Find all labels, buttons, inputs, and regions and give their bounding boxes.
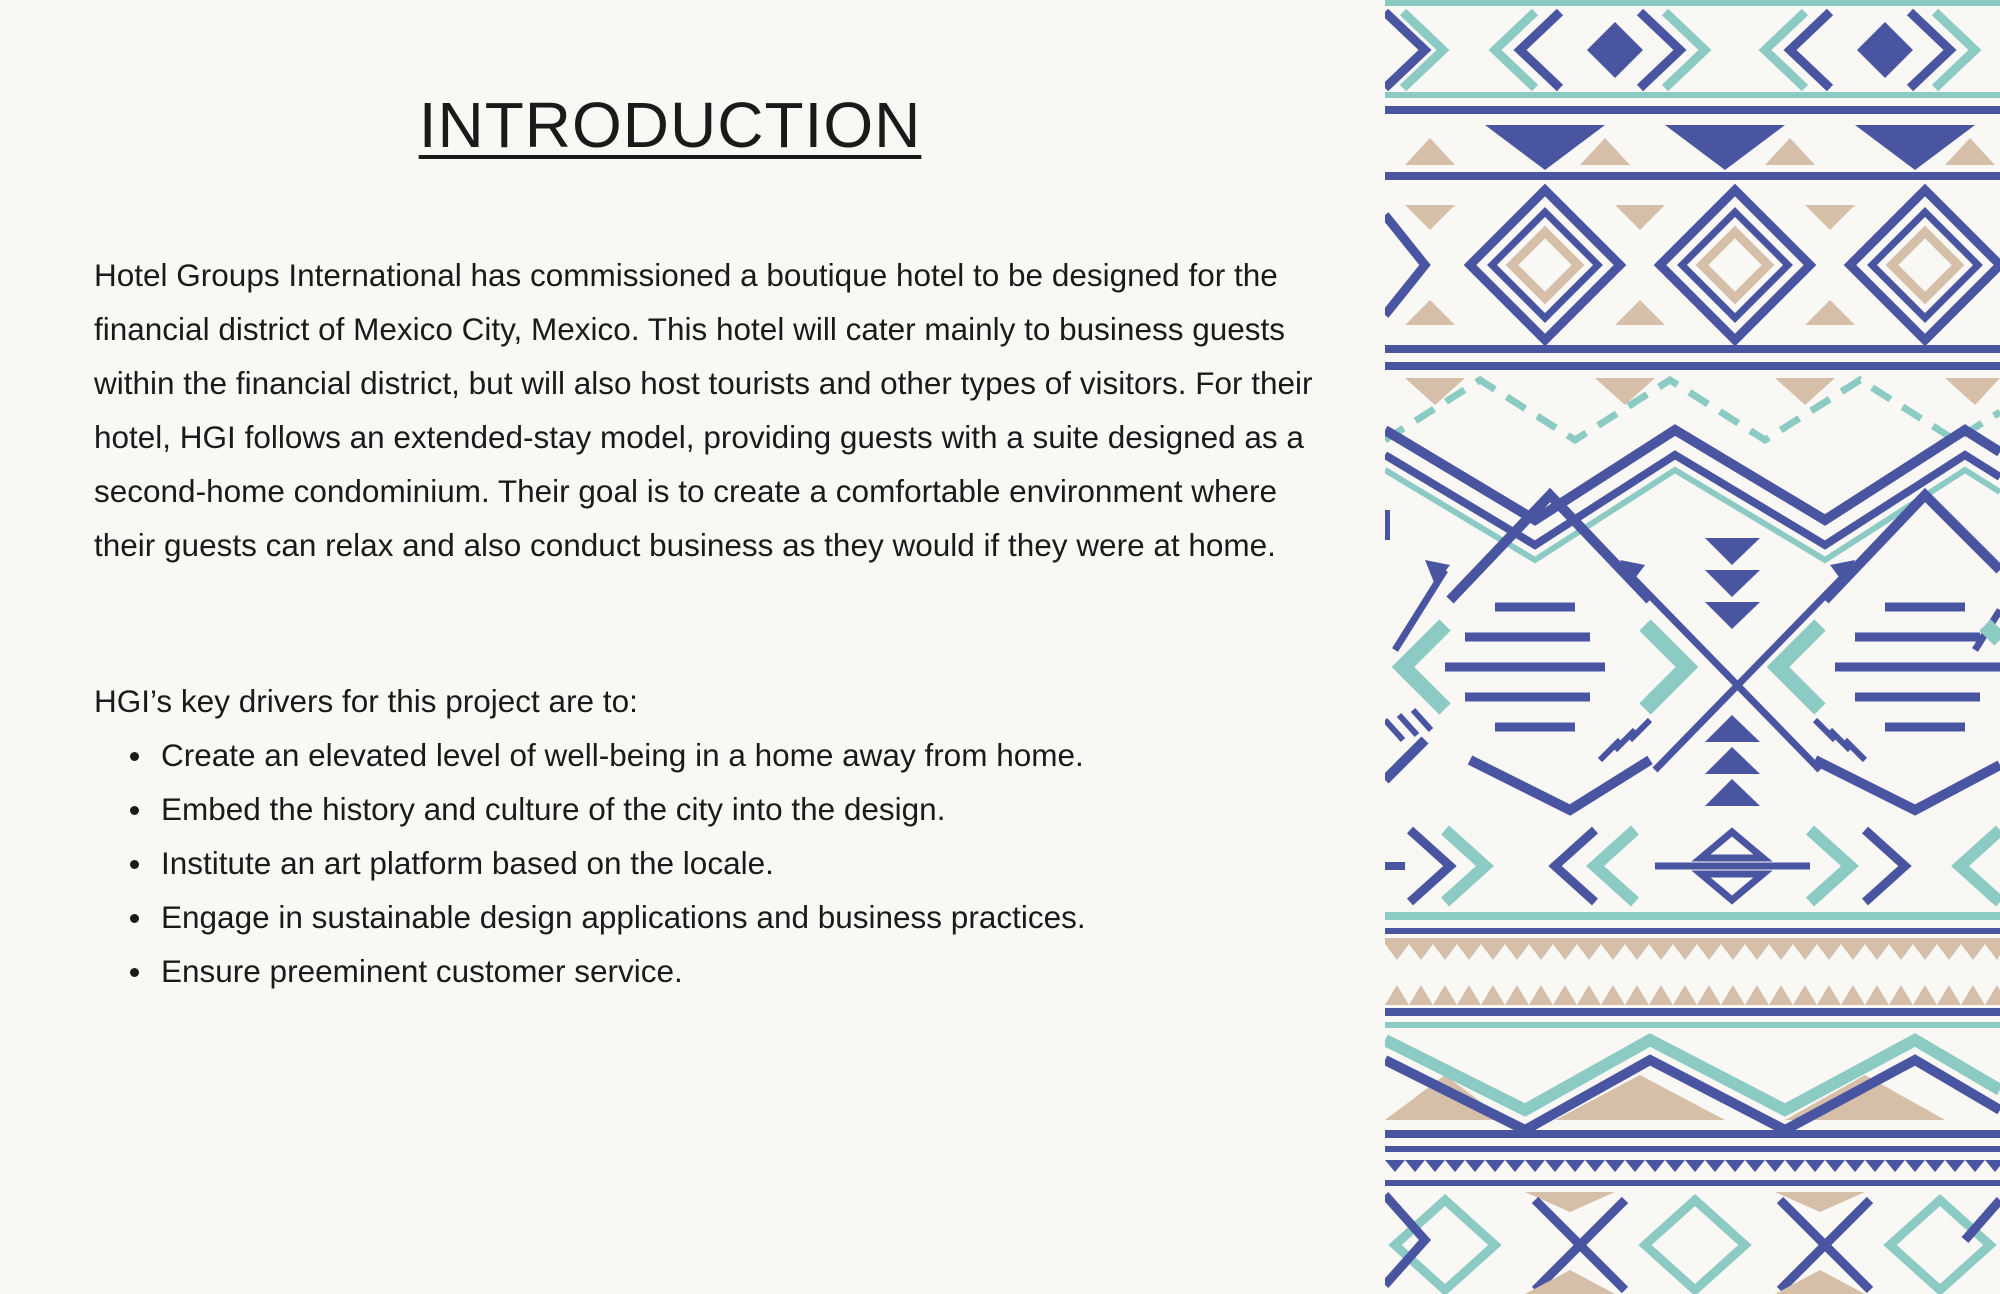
list-item-text: Engage in sustainable design applications and business practices.	[161, 899, 1086, 935]
aztec-pattern-image	[1385, 0, 2000, 1294]
drivers-list	[94, 728, 1086, 998]
drivers-heading: HGI’s key drivers for this project are to:	[94, 683, 638, 719]
bullet-icon	[130, 806, 139, 815]
bullet-icon	[130, 860, 139, 869]
list-item	[94, 728, 1086, 782]
bullet-icon	[130, 752, 139, 761]
list-item	[94, 836, 1086, 890]
bullet-icon	[130, 914, 139, 923]
list-item-text: Ensure preeminent customer service.	[161, 953, 683, 989]
list-item	[94, 782, 1086, 836]
page-title: INTRODUCTION	[418, 89, 922, 161]
list-item	[94, 944, 1086, 998]
intro-paragraph: Hotel Groups International has commissioned a boutique hotel to be designed for the financial district of Mexico City, Mexico. This hotel will cater mainly to business guests within the financial district, but will also host tourists and other types of visitors. For their hotel, HGI follows an extended-stay model, providing guests with a suite designed as a second-home condominium. Their goal is to create a comfortable environment where their guests can relax and also conduct business as they would if they were at home.	[94, 257, 1313, 563]
list-item-text: Embed the history and culture of the city into the design.	[161, 791, 946, 827]
list-item-text: Create an elevated level of well-being in a home away from home.	[161, 737, 1084, 773]
list-item-text: Institute an art platform based on the locale.	[161, 845, 774, 881]
list-item	[94, 890, 1086, 944]
bullet-icon	[130, 968, 139, 977]
